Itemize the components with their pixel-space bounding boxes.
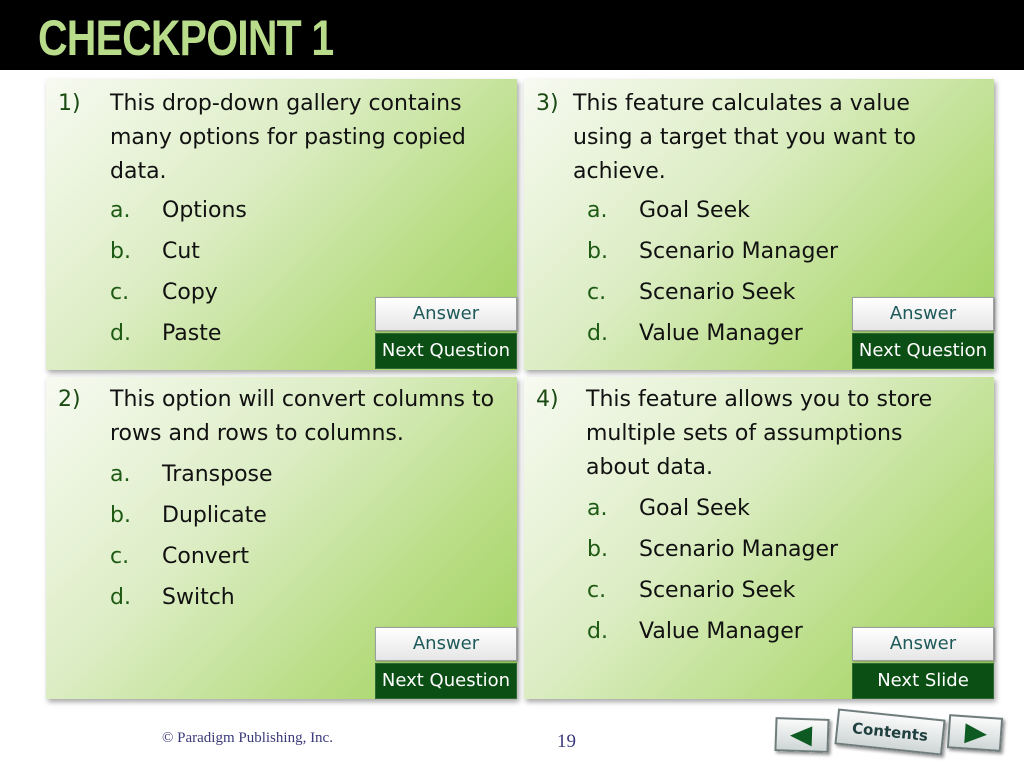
page-number: 19 xyxy=(557,731,576,752)
answer-button[interactable]: Answer xyxy=(375,297,517,331)
option-text: Goal Seek xyxy=(639,198,750,223)
left-arrow-icon xyxy=(790,726,813,747)
option-text: Duplicate xyxy=(162,503,267,528)
option-letter: a. xyxy=(110,198,131,223)
option-letter: b. xyxy=(110,239,131,264)
option-text: Value Manager xyxy=(639,619,803,644)
next-question-button[interactable]: Next Question xyxy=(852,333,994,369)
option-letter: d. xyxy=(587,619,608,644)
next-question-button[interactable]: Next Question xyxy=(375,333,517,369)
option-letter: d. xyxy=(110,585,131,610)
option-text: Paste xyxy=(162,321,222,346)
question-panel-2 xyxy=(46,377,517,699)
question-number: 1) xyxy=(58,91,81,116)
next-slide-button[interactable]: Next Slide xyxy=(852,663,994,699)
copyright-text: © Paradigm Publishing, Inc. xyxy=(162,730,333,746)
question-text: This feature calculates a value using a target that you want to achieve. xyxy=(573,91,916,184)
question-text: This option will convert columns to rows and rows to columns. xyxy=(110,387,495,446)
answer-button[interactable]: Answer xyxy=(375,627,517,661)
question-text: This feature allows you to store multiple sets of assumptions about data. xyxy=(586,387,933,480)
option-letter: a. xyxy=(587,496,608,521)
question-number: 2) xyxy=(58,387,81,412)
option-text: Scenario Manager xyxy=(639,239,839,264)
slide-title: CHECKPOINT 1 xyxy=(38,10,334,66)
option-letter: a. xyxy=(110,462,131,487)
option-text: Cut xyxy=(162,239,200,264)
option-letter: d. xyxy=(110,321,131,346)
slide-header xyxy=(0,0,1024,70)
answer-button[interactable]: Answer xyxy=(852,297,994,331)
right-arrow-icon xyxy=(964,723,987,744)
question-panel-4 xyxy=(524,377,994,699)
option-text: Value Manager xyxy=(639,321,803,346)
question-number: 4) xyxy=(536,387,559,412)
option-text: Scenario Manager xyxy=(639,537,839,562)
option-letter: b. xyxy=(587,537,608,562)
option-letter: d. xyxy=(587,321,608,346)
option-text: Options xyxy=(162,198,247,223)
option-letter: a. xyxy=(587,198,608,223)
option-text: Copy xyxy=(162,280,218,305)
previous-slide-button[interactable] xyxy=(774,717,829,753)
question-panel-1 xyxy=(46,79,517,370)
question-panel-3 xyxy=(524,79,994,370)
option-letter: c. xyxy=(587,578,607,603)
option-text: Scenario Seek xyxy=(639,578,796,603)
option-letter: c. xyxy=(110,544,130,569)
option-letter: b. xyxy=(110,503,131,528)
question-number: 3) xyxy=(536,91,559,116)
option-letter: c. xyxy=(110,280,130,305)
option-letter: b. xyxy=(587,239,608,264)
option-text: Convert xyxy=(162,544,249,569)
option-text: Goal Seek xyxy=(639,496,750,521)
next-question-button[interactable]: Next Question xyxy=(375,663,517,699)
contents-button[interactable]: Contents xyxy=(834,708,945,755)
option-text: Switch xyxy=(162,585,235,610)
option-text: Transpose xyxy=(162,462,273,487)
option-text: Scenario Seek xyxy=(639,280,796,305)
answer-button[interactable]: Answer xyxy=(852,627,994,661)
question-text: This drop-down gallery contains many options for pasting copied data. xyxy=(110,91,466,184)
next-slide-nav-button[interactable] xyxy=(947,714,1003,752)
option-letter: c. xyxy=(587,280,607,305)
